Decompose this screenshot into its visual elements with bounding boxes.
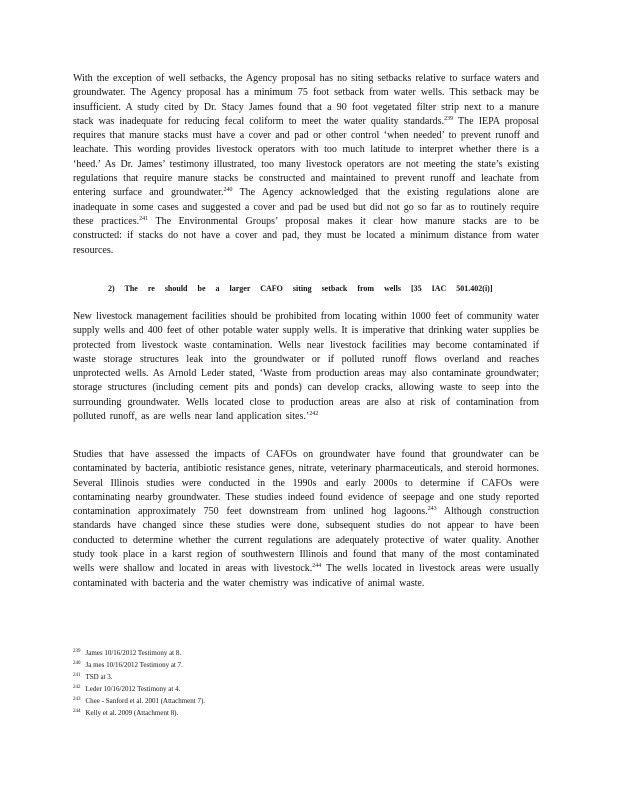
footnote-ref-242: 242 xyxy=(309,411,319,418)
paragraph-text: The Agency acknowledged that the existing regulations alone are inadequate in some cases and suggested a cover and pad be used but did not go so far as to routinely require these practices. xyxy=(73,187,539,227)
paragraph-text: The Environmental Groups’ proposal makes it clear how manure stacks are to be constructed: if stacks do not have a cover and pad, they must be located a minimum distance from water resources. xyxy=(73,215,539,256)
footnote-text: Ja mes 10/16/2012 Testimony at 7. xyxy=(85,660,183,669)
footnote xyxy=(73,707,373,719)
paragraph-text: Although construction standards have changed since these studies were done, subsequent studies do not appear to have been conducted to determine whether the current regulations are adequately protective of water quality. Another study took place in a karst region of southwestern Illinois and found that many of the most contaminated wells were shallow and located in areas with livestock. xyxy=(73,506,539,575)
paragraph-text: Studies that have assessed the impacts of CAFOs on groundwater have found that groundwater can be contaminated by bacteria, antibiotic resistance genes, nitrate, veterinary pharmaceuticals, and steroid hormones. Several Illinois studies were conducted in the 1990s and early 2000s to determine if CAFOs were contaminating nearby groundwater. These studies indeed found evidence of seepage and one study reported contamination approximately 750 feet downstream from unlined hog lagoons. xyxy=(73,449,539,518)
footnotes xyxy=(73,647,373,718)
footnote xyxy=(73,671,373,683)
footnote-ref-243: 243 xyxy=(427,506,437,513)
footnote-number: 241 xyxy=(73,672,81,678)
footnote-ref-244: 244 xyxy=(312,563,322,570)
footnote xyxy=(73,659,373,671)
paragraph-groundwater-studies xyxy=(73,448,539,591)
footnote-number: 239 xyxy=(73,649,81,654)
footnote-number: 240 xyxy=(73,660,81,666)
footnote-number: 243 xyxy=(73,696,81,702)
paragraph-well-setbacks xyxy=(73,72,539,258)
footnote-ref-241: 241 xyxy=(139,215,149,222)
paragraph-text: The wells located in livestock areas were usually contaminated with bacteria and the water chemistry was indicative of animal waste. xyxy=(73,563,539,589)
footnote-text: Leder 10/16/2012 Testimony at 4. xyxy=(85,684,181,693)
footnote-number: 242 xyxy=(73,684,81,690)
footnote-text: TSD at 3. xyxy=(85,672,113,681)
footnote-text: James 10/16/2012 Testimony at 8. xyxy=(85,649,182,657)
footnote-text: Kelly et al. 2009 (Attachment 8). xyxy=(85,708,179,717)
footnote xyxy=(73,695,373,707)
footnote xyxy=(73,683,373,695)
footnote-ref-239: 239 xyxy=(444,115,454,122)
paragraph-text: With the exception of well setbacks, the Agency proposal has no siting setbacks relative to surface waters and groundwater. The Agency proposal has a minimum 75 foot setback from water wells. This setback may be insufficient. A study cited by Dr. Stacy James found that a 90 foot vegetated filter strip next to a manure stack was inadequate for reducing fecal coliform to meet the water quality standards. xyxy=(73,73,539,127)
paragraph-text: The IEPA proposal requires that manure stacks must have a cover and pad or other control ‘when needed’ to prevent runoff and leachate. This wording provides livestock operators with too much latitude to interpret whether there is a ‘heed.’ As Dr. James’ testimony illustrated, too many livestock operators are not meeting the state’s existing regulations that require manure stacks be constructed and maintained to prevent runoff and leachate from entering surface and groundwater. xyxy=(73,115,540,199)
section-heading: 2) The re should be a larger CAFO siting setback from wells [35 IAC 501.402(i)] xyxy=(108,284,493,293)
paragraph-livestock-facilities xyxy=(73,310,539,424)
footnote-text: Chee - Sanford et al. 2001 (Attachment 7). xyxy=(85,696,206,705)
footnote-number: 244 xyxy=(73,708,81,714)
footnote-ref-240: 240 xyxy=(223,187,233,194)
paragraph-text: New livestock management facilities should be prohibited from locating within 1000 feet of community water supply wells and 400 feet of other potable water supply wells. It is imperative that drinking water supplies be protected from livestock waste contamination. Wells near livestock facilities may become contaminated if waste storage structures leak into the groundwater or if polluted runoff flows overland and reaches unprotected wells. As Arnold Leder stated, ‘Waste from production areas may also contaminate groundwater; storage structures (including cement pits and ponds) can develop cracks, allowing waste to seep into the surrounding groundwater. Wells located close to production areas are also at risk of contamination from polluted runoff, as are wells near land application sites.’ xyxy=(73,311,539,423)
footnote xyxy=(73,647,373,659)
